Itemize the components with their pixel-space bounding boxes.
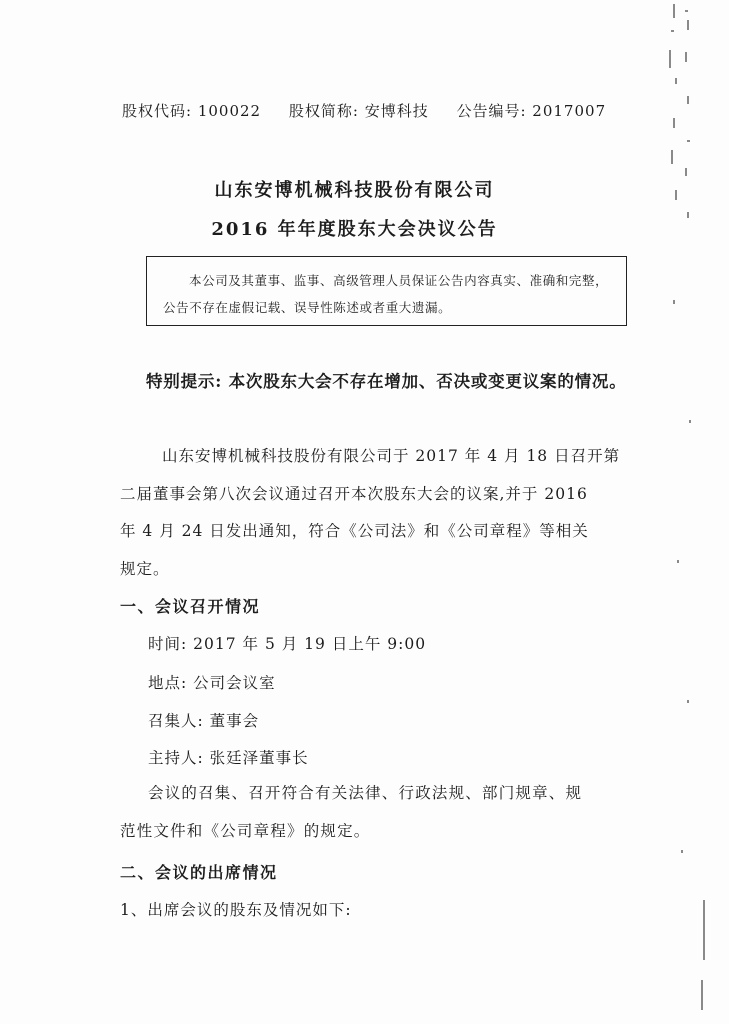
- disclaimer-line-2: 整，公告不存在虚假记载、误导性陈述或者重大遗漏。: [163, 273, 609, 315]
- document-title: 2016 年年度股东大会决议公告: [211, 219, 498, 240]
- meeting-time: 时间: 2017 年 5 月 19 日上午 9:00: [148, 635, 427, 653]
- section-2-item-1: 1、出席会议的股东及情况如下:: [120, 901, 352, 919]
- announcement-header: [122, 100, 632, 121]
- meeting-compliance-paragraph: [120, 774, 640, 850]
- company-name-title: 山东安博机械科技股份有限公司: [214, 180, 495, 201]
- disclaimer-line-1: 本公司及其董事、监事、高级管理人员保证公告内容真实、准确和完: [189, 273, 583, 288]
- section-2-heading: 二、会议的出席情况: [120, 863, 278, 882]
- intro-line-3: 年 4 月 24 日发出通知，符合《公司法》和《公司章程》等相关: [120, 522, 589, 540]
- meeting-host: 主持人: 张廷泽董事长: [148, 749, 309, 767]
- scan-edge-marks: [657, 0, 729, 1024]
- disclaimer-box: [146, 256, 627, 326]
- meeting-convener: 召集人: 董事会: [148, 712, 260, 730]
- announcement-number: 公告编号: 2017007: [456, 102, 607, 120]
- intro-paragraph: [120, 438, 634, 588]
- meeting-place: 地点: 公司会议室: [148, 674, 276, 692]
- intro-line-1: 山东安博机械科技股份有限公司于 2017 年 4 月 18 日召开第: [162, 447, 621, 465]
- intro-line-2: 二届董事会第八次会议通过召开本次股东大会的议案,并于 2016: [120, 484, 588, 503]
- stock-code: 股权代码: 100022: [122, 102, 262, 120]
- compliance-line-2: 范性文件和《公司章程》的规定。: [120, 822, 371, 840]
- intro-line-4: 规定。: [120, 559, 170, 578]
- stock-short-name: 股权简称: 安博科技: [288, 102, 429, 120]
- compliance-line-1: 会议的召集、召开符合有关法律、行政法规、部门规章、规: [148, 784, 583, 802]
- section-1-heading: 一、会议召开情况: [120, 597, 261, 616]
- special-note: 特别提示: 本次股东大会不存在增加、否决或变更议案的情况。: [146, 372, 627, 391]
